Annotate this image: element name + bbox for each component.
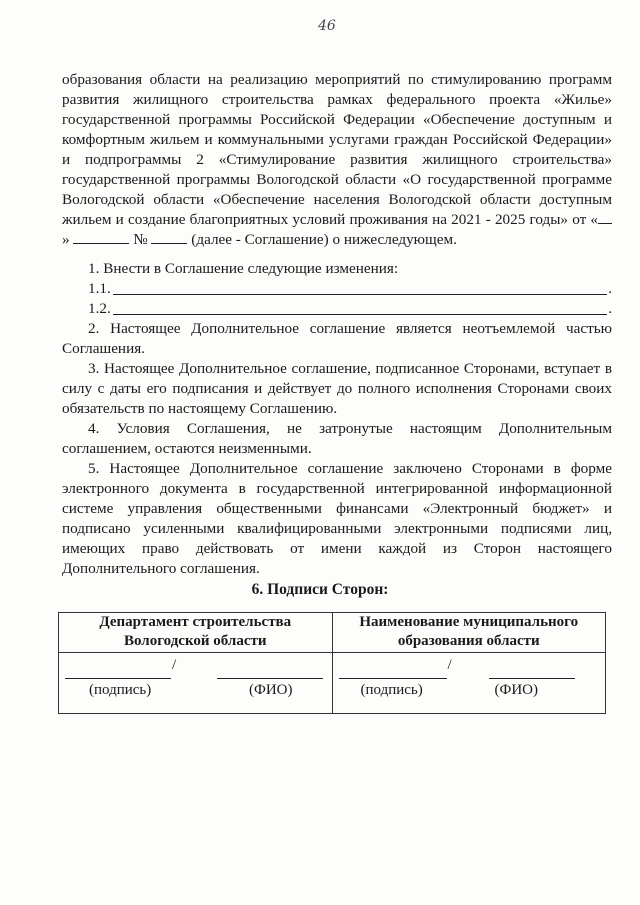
intro-text: образования области на реализацию мероприятий по стимулированию программ развития жилищного строительства рамках федерального проекта «Жилье» государственной программы Российской Федерации «Обеспечение доступным и комфортным жильем и коммунальными услугами граждан Российской Федерации» и подпрограммы 2 «Стимулирование развития жилищного строительства» государственной программы Вологодской области «О государственной программе Вологодской области «Обеспечение населения Вологодской области доступным жильем и создание благоприятных условий проживания на 2021 - 2025 годы» от [62, 71, 612, 228]
day-blank [598, 211, 612, 224]
left-name-line [217, 664, 323, 679]
item-1: 1. Внести в Соглашение следующие изменения: [88, 260, 399, 277]
month-blank [73, 231, 129, 244]
date-quote-close: » [62, 231, 70, 248]
intro-tail: (далее - Соглашение) о нижеследующем. [191, 231, 457, 248]
sub-item-1-1 [62, 279, 612, 299]
item-3: 3. Настоящее Дополнительное соглашение, подписанное Сторонами, вступает в силу с даты его подписания и действует до полного исполнения Сторонами своих обязательств по настоящему Соглашению. [62, 360, 612, 417]
right-name-caption: (ФИО) [494, 682, 539, 698]
left-slash: / [172, 657, 177, 673]
sub-item-1-1-number: 1.1. [88, 280, 111, 297]
sub-item-1-1-blank [113, 293, 607, 295]
agreement-number-blank [151, 231, 187, 244]
sub-item-1-2-number: 1.2. [88, 300, 111, 317]
left-party-name: Департамент строительства Вологодской области [59, 613, 333, 653]
page-number: 46 [318, 18, 336, 34]
number-sign: № [133, 231, 148, 248]
sub-item-1-1-end: . [608, 280, 612, 297]
sub-item-1-2-end: . [608, 300, 612, 317]
right-signature-cell [332, 653, 606, 714]
left-signature-line [65, 664, 171, 679]
intro-paragraph [62, 70, 612, 250]
right-name-line [489, 664, 575, 679]
sub-item-1-2 [62, 299, 612, 319]
item-2: 2. Настоящее Дополнительное соглашение является неотъемлемой частью Соглашения. [62, 320, 612, 357]
left-signature-caption: (подпись) [89, 682, 152, 698]
document-body [62, 70, 612, 579]
right-signature-caption: (подпись) [360, 682, 423, 698]
right-party-name: Наименование муниципального образования области [332, 613, 606, 653]
right-slash: / [447, 657, 452, 673]
date-quote-open: « [590, 211, 599, 228]
signatures-heading: 6. Подписи Сторон: [251, 581, 389, 598]
right-signature-line [339, 664, 447, 679]
sub-item-1-2-blank [113, 313, 607, 315]
item-5: 5. Настоящее Дополнительное соглашение заключено Сторонами в форме электронного документа в государственной интегрированной информационной системе управления общественными финансами «Электронный бюджет» и подписано усиленными квалифицированными электронными подписями лиц, имеющих право действовать от имени каждой из Сторон настоящего Дополнительного соглашения. [62, 460, 612, 577]
left-signature-cell [59, 653, 333, 714]
left-name-caption: (ФИО) [249, 682, 293, 698]
item-4: 4. Условия Соглашения, не затронутые настоящим Дополнительным соглашением, остаются неизменными. [62, 420, 612, 457]
signatures-table [58, 612, 606, 714]
